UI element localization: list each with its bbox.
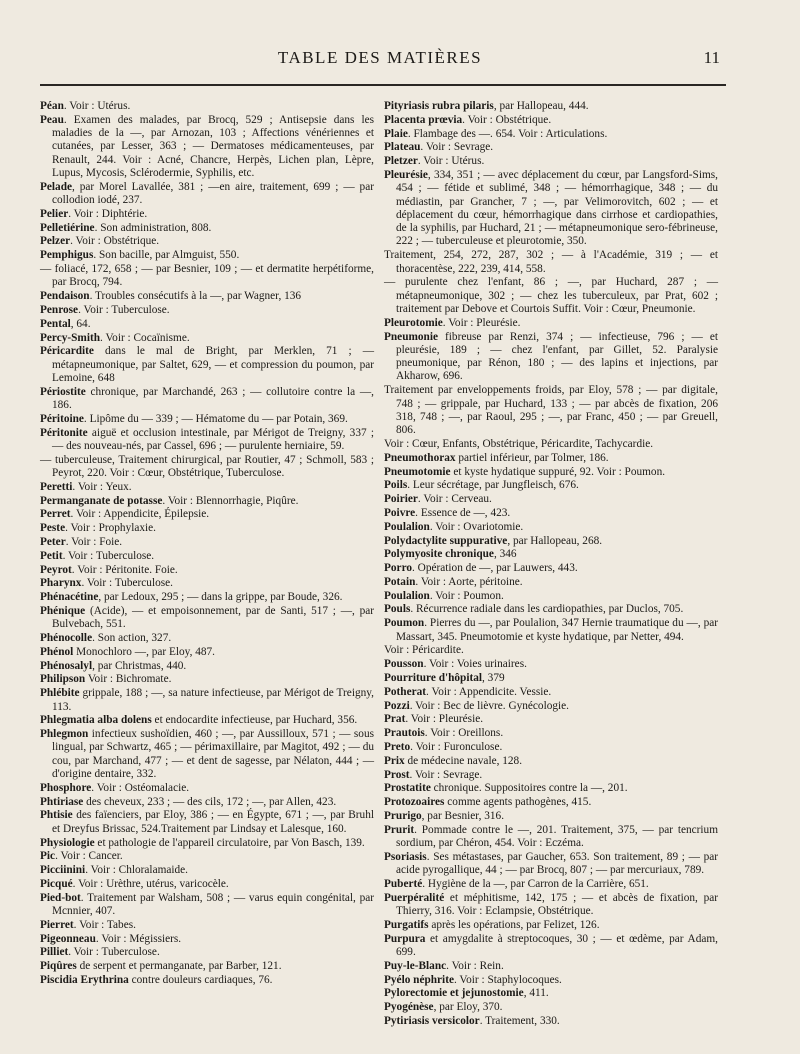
entry-headword: Peste <box>40 522 66 535</box>
entry-headword: Penrose <box>40 303 79 316</box>
entry-headword: Peyrot <box>40 563 72 576</box>
entry-text: et amygdalite à streptocoques, 30 ; — et œdème, par Adam, 699. <box>396 932 718 958</box>
entry-headword: Picqué <box>40 877 73 890</box>
entry-headword: Pneumothorax <box>384 451 456 464</box>
index-entry <box>40 714 374 727</box>
index-entry <box>40 454 374 481</box>
index-entry <box>40 522 374 535</box>
index-entry <box>40 837 374 850</box>
index-entry <box>40 878 374 891</box>
index-entry <box>40 536 374 549</box>
entry-text: Traitement, 254, 272, 287, 302 ; — à l'Académie, 319 ; — et thoracentèse, 222, 239, 414, 558. <box>384 249 718 275</box>
entry-headword: Pendaison <box>40 290 90 303</box>
entry-text: . Voir : Voies urinaires. <box>423 658 527 671</box>
index-entry <box>40 864 374 877</box>
index-entry <box>384 644 718 657</box>
index-entry <box>384 658 718 671</box>
entry-headword: Physiologie <box>40 836 95 849</box>
entry-headword: Pelier <box>40 207 69 220</box>
index-entry <box>384 987 718 1000</box>
entry-headword: Pharynx <box>40 577 82 590</box>
index-entry <box>40 249 374 262</box>
entry-headword: Potherat <box>384 685 427 698</box>
entry-text: , 334, 351 ; — avec déplacement du cœur, par Langsford-Sims, 454 ; — fétide et sublimé, 348 ; — hémorrhagique, 348 ; — du médiastin, par Grancher, 7 ; —, par Velimorovitch, 602 ; — et déplacement du cœur, hémorrhagique dans cirrhose et cardiopathies, de la syphilis, par Huchard, 21 ; — métapneumonique sero-fébrineuse, 222 ; — tuberculeuse et pleurotomie, 350. <box>396 168 718 248</box>
index-entry <box>40 796 374 809</box>
entry-text: . Voir : Foie. <box>65 536 123 548</box>
index-entry <box>384 892 718 919</box>
entry-text: . Voir : Cancer. <box>55 850 123 863</box>
entry-text: des cheveux, 233 ; — des cils, 172 ; —, par Allen, 423. <box>83 795 337 808</box>
entry-headword: Prost <box>384 768 410 781</box>
page-header <box>40 48 720 70</box>
entry-text: , 379 <box>482 671 505 684</box>
entry-text: Voir : Bichromate. <box>85 673 172 686</box>
entry-text: . Pierres du —, par Poulalion, 347 Hernie traumatique du —, par Massart, 345. Pneumotomie et kyste hydatique, par Netter, 494. <box>396 617 718 643</box>
entry-text: . Traitement par Walsham, 508 ; — varus equin congénital, par Mcnnier, 407. <box>52 891 374 918</box>
index-entry <box>384 603 718 616</box>
entry-headword: Prat <box>384 713 406 726</box>
entry-text: . Voir : Utérus. <box>417 155 485 168</box>
index-entry <box>384 452 718 465</box>
index-entry <box>40 318 374 331</box>
entry-text: partiel inférieur, par Tolmer, 186. <box>455 451 609 464</box>
entry-text: (Acide), — et empoisonnement, par de Santi, 517 ; —, par Bulvebach, 551. <box>52 604 374 631</box>
entry-text: , 346 <box>493 548 517 561</box>
index-entry <box>384 331 718 384</box>
entry-text: . Voir : Blennorrhagie, Piqûre. <box>162 494 299 507</box>
index-entry <box>40 687 374 714</box>
entry-text: . Voir : Yeux. <box>72 480 132 493</box>
entry-headword: Pytiriasis versicolor <box>384 1014 480 1027</box>
index-entry <box>384 317 718 330</box>
entry-text: . Lipôme du — 339 ; — Hématome du — par Potain, 369. <box>83 412 348 425</box>
entry-headword: Phénocolle <box>40 632 93 645</box>
entry-text: , par Christmas, 440. <box>92 659 187 672</box>
entry-text: . Voir : Appendicite, Épilepsie. <box>70 508 210 521</box>
entry-text: fibreuse par Renzi, 374 ; — infectieuse, 796 ; — et pleurésie, 189 ; — chez l'enfant, par Gillet, 52. Paralysie pneumonique, par Rénon, 180 ; — des lapins et injections, par Akharow, 696. <box>396 330 718 383</box>
index-entry <box>384 686 718 699</box>
index-entry <box>40 100 374 113</box>
entry-text: . Récurrence radiale dans les cardiopathies, par Duclos, 705. <box>410 603 684 616</box>
entry-headword: Pneumotomie <box>384 465 451 478</box>
index-entry <box>384 741 718 754</box>
entry-text: . Flambage des —. 654. Voir : Articulations. <box>407 127 608 140</box>
entry-headword: Phlegmatia alba dolens <box>40 714 152 727</box>
entry-text: des faïenciers, par Eloy, 386 ; — en Égypte, 671 ; —, par Bruhl et Dreyfus Brissac, 524.Traitement par Lindsay et Lalesque, 160. <box>52 809 374 835</box>
index-entry <box>384 521 718 534</box>
entry-headword: Prurigo <box>384 809 422 822</box>
entry-text: . Voir : Tuberculose. <box>62 549 155 562</box>
index-entry <box>384 700 718 713</box>
entry-text: . Traitement, 330. <box>479 1014 560 1027</box>
entry-text: contre douleurs cardiaques, 76. <box>128 974 273 986</box>
index-entry <box>384 155 718 168</box>
index-entry <box>384 933 718 960</box>
entry-text: . Voir : Bec de lièvre. Gynécologie. <box>409 699 569 712</box>
entry-headword: Prurit <box>384 823 415 836</box>
entry-text: — foliacé, 172, 658 ; — par Besnier, 109 ; — et dermatite herpétiforme, par Brocq, 794. <box>40 263 374 289</box>
entry-headword: Phlébite <box>40 687 80 700</box>
right-column <box>384 100 718 1029</box>
entry-headword: Polymyosite chronique <box>384 548 494 561</box>
entry-text: de médecine navale, 128. <box>404 754 523 767</box>
entry-text: dans le mal de Bright, par Merklen, 71 ; — métapneumonique, par Saltet, 629, — et compression du poumon, par Lemoine, 648 <box>52 345 374 384</box>
entry-headword: Périostite <box>40 385 86 398</box>
entry-headword: Pouls <box>384 603 411 616</box>
entry-headword: Pelzer <box>40 235 71 248</box>
entry-text: . Voir : Poumon. <box>429 589 504 602</box>
index-entry <box>40 550 374 563</box>
index-entry <box>384 713 718 726</box>
index-entry <box>40 413 374 426</box>
entry-text: de serpent et permanganate, par Barber, 121. <box>76 960 282 973</box>
entry-text: et kyste hydatique suppuré, 92. Voir : Poumon. <box>450 465 666 478</box>
entry-headword: Poumon <box>384 617 425 630</box>
index-entry <box>40 974 374 987</box>
index-entry <box>384 466 718 479</box>
entry-headword: Petit <box>40 549 63 562</box>
entry-headword: Peretti <box>40 480 73 493</box>
entry-text: et endocardite infectieuse, par Huchard, 356. <box>151 714 358 727</box>
entry-headword: Porro <box>384 562 413 575</box>
entry-headword: Pleurésie <box>384 168 428 181</box>
entry-headword: Preto <box>384 740 411 753</box>
entry-headword: Potain <box>384 575 416 588</box>
index-entry <box>384 548 718 561</box>
index-entry <box>384 672 718 685</box>
index-entry <box>384 617 718 644</box>
index-entry <box>384 276 718 316</box>
entry-headword: Pigeonneau <box>40 932 96 945</box>
entry-text: . Voir : Furonculose. <box>410 740 503 753</box>
entry-text: , par Morel Lavallée, 381 ; —en aire, traitement, 699 ; — par collodion iodé, 237. <box>52 180 374 207</box>
entry-text: chronique, par Marchandé, 263 ; — collutoire contre la —, 186. <box>52 385 374 412</box>
entry-headword: Pemphigus <box>40 249 94 262</box>
entry-text: . Voir : Pleurésie. <box>442 316 521 329</box>
entry-headword: Pic <box>40 850 56 863</box>
index-entry <box>384 810 718 823</box>
page-number: 11 <box>703 48 720 67</box>
index-entry <box>384 169 718 249</box>
entry-headword: Puberté <box>384 877 423 890</box>
entry-headword: Pityriasis rubra pilaris <box>384 100 494 112</box>
entry-headword: Philipson <box>40 673 86 686</box>
entry-headword: Poulalion <box>384 589 430 602</box>
entry-headword: Pousson <box>384 658 424 671</box>
entry-headword: Permanganate de potasse <box>40 494 163 507</box>
entry-headword: Pelletiérine <box>40 221 95 234</box>
entry-headword: Pyélo néphrite <box>384 973 454 986</box>
entry-text: . Voir : Tuberculose. <box>81 577 173 590</box>
index-entry <box>384 141 718 154</box>
entry-headword: Pilliet <box>40 946 69 959</box>
entry-headword: Pozzi <box>384 699 410 712</box>
index-entry <box>384 919 718 932</box>
index-entry <box>40 495 374 508</box>
index-entry <box>40 427 374 454</box>
entry-headword: Pied-bot <box>40 891 81 904</box>
entry-text: , par Ledoux, 295 ; — dans la grippe, par Boude, 326. <box>98 591 343 604</box>
entry-text: . Voir : Obstétrique. <box>70 235 160 248</box>
entry-headword: Péritoine <box>40 412 84 425</box>
entry-text: . Troubles consécutifs à la —, par Wagner, 136 <box>89 290 302 303</box>
entry-text: après les opérations, par Felizet, 126. <box>428 918 600 931</box>
entry-headword: Peter <box>40 536 66 548</box>
index-entry <box>40 660 374 673</box>
header-rule <box>40 84 726 86</box>
entry-text: . Voir : Cocaïnisme. <box>100 331 190 344</box>
entry-headword: Phénol <box>40 645 74 658</box>
index-entry <box>384 114 718 127</box>
entry-text: . Voir : Appendicite. Vessie. <box>426 685 552 698</box>
entry-text: . Ses métastases, par Gaucher, 653. Son traitement, 89 ; — par acide pyrogallique, 44 ; — par Brocq, 807 ; — par mercuriaux, 789. <box>396 850 718 877</box>
entry-headword: Plateau <box>384 141 421 154</box>
entry-headword: Phénosalyl <box>40 659 93 672</box>
entry-text: . Voir : Prophylaxie. <box>65 522 156 535</box>
index-entry <box>384 824 718 851</box>
index-entry <box>40 263 374 290</box>
entry-headword: Pelade <box>40 180 72 193</box>
index-entry <box>40 577 374 590</box>
index-entry <box>384 479 718 492</box>
index-entry <box>40 632 374 645</box>
entry-text: . Opération de —, par Lauwers, 443. <box>412 562 578 575</box>
index-entry <box>40 114 374 180</box>
entry-text: . Voir : Sevrage. <box>409 768 483 781</box>
entry-headword: Pyogénèse <box>384 1001 434 1014</box>
entry-text: . Voir : Sevrage. <box>420 141 494 154</box>
entry-headword: Polydactylite suppurative <box>384 534 508 547</box>
index-entry <box>384 576 718 589</box>
entry-headword: Purpura <box>384 932 426 945</box>
entry-text: . Voir : Mégissiers. <box>95 932 182 945</box>
index-entry <box>40 564 374 577</box>
index-entry <box>40 728 374 781</box>
entry-headword: Pental <box>40 317 71 330</box>
entry-headword: Peau <box>40 113 64 126</box>
entry-headword: Prostatite <box>384 782 431 795</box>
entry-text: . Voir : Obstétrique. <box>462 113 552 126</box>
entry-headword: Piqûres <box>40 960 77 973</box>
entry-headword: Poulalion <box>384 520 430 533</box>
index-entry <box>40 809 374 836</box>
entry-text: . Leur sécrétage, par Jungfleisch, 676. <box>407 479 579 492</box>
entry-headword: Purgatifs <box>384 918 429 931</box>
entry-headword: Pierret <box>40 918 74 931</box>
index-entry <box>40 235 374 248</box>
index-entry <box>384 384 718 437</box>
entry-headword: Pylorectomie et jejunostomie <box>384 987 524 1000</box>
entry-text: , par Hallopeau, 444. <box>493 100 589 112</box>
entry-text: . Voir : Pleurésie. <box>405 713 484 726</box>
entry-text: aiguë et occlusion intestinale, par Mérigot de Treigny, 337 ; — des nouveau-nés, par Cassel, 696 ; — purulente herniaire, 59. <box>52 426 374 452</box>
index-entry <box>40 181 374 208</box>
entry-text: — tuberculeuse, Traitement chirurgical, par Routier, 47 ; Schmoll, 583 ; Peyrot, 220. Voir : Cœur, Obstétrique, Tuberculose. <box>40 453 374 480</box>
entry-text: comme agents pathogènes, 415. <box>444 796 592 809</box>
entry-text: . Voir : Rein. <box>446 959 504 972</box>
entry-headword: Placenta prœvia <box>384 113 463 126</box>
entry-text: infectieux sushoïdien, 460 ; —, par Aussilloux, 571 ; — sous lingual, par Schwartz, 465 ; — périmaxillaire, par Magitot, 492 ; — du cou, par Marchand, 477 ; — et dent de sagesse, par Nélaton, 444 ; — d'origine dentaire, 332. <box>52 728 374 781</box>
index-entry <box>384 878 718 891</box>
entry-text: et pathologie de l'appareil circulatoire, par Von Basch, 139. <box>94 836 365 849</box>
entry-text: , 411. <box>523 987 549 1000</box>
entry-headword: Psoriasis <box>384 850 427 863</box>
index-entry <box>384 769 718 782</box>
entry-text: . Voir : Utérus. <box>63 100 131 112</box>
entry-text: , par Eloy, 370. <box>433 1001 503 1014</box>
entry-text: . Voir : Urèthre, utérus, varicocèle. <box>72 877 229 890</box>
entry-text: , par Besnier, 316. <box>421 809 505 822</box>
index-entry <box>384 960 718 973</box>
index-entry <box>384 562 718 575</box>
entry-text: . Pommade contre le —, 201. Traitement, 375, — par tencrium sordium, par Chéron, 454. Voir : Eczéma. <box>396 823 718 850</box>
entry-text: , par Hallopeau, 268. <box>507 534 603 547</box>
index-entry <box>384 782 718 795</box>
index-entry <box>384 535 718 548</box>
index-entry <box>384 507 718 520</box>
entry-text: . Examen des malades, par Brocq, 529 ; Antisepsie dans les maladies de la —, par Arnozan, 103 ; Affections vénériennes et cutanées, par Lesser, 363 ; — Dermatoses médicamenteuses, par Renault, 244. Voir : Acné, Chancre, Herpès, Lichen plan, Lèpre, Lupus, Mycosis, Sclérodermie, Syphilis, etc. <box>52 113 374 179</box>
index-entry <box>384 796 718 809</box>
entry-headword: Poils <box>384 479 408 492</box>
entry-text: . Voir : Diphtérie. <box>68 207 148 220</box>
entry-text: . Son bacille, par Almguist, 550. <box>93 249 240 262</box>
entry-headword: Phosphore <box>40 781 92 794</box>
entry-headword: Phénique <box>40 604 86 617</box>
entry-headword: Péricardite <box>40 345 94 358</box>
page-title: TABLE DES MATIÈRES <box>277 48 483 67</box>
left-column <box>40 100 374 988</box>
entry-headword: Plaie <box>384 127 408 140</box>
index-entry <box>40 591 374 604</box>
index-entry <box>40 386 374 413</box>
index-entry <box>40 208 374 221</box>
index-entry <box>384 1015 718 1028</box>
entry-headword: Phlegmon <box>40 728 89 741</box>
index-entry <box>384 249 718 276</box>
entry-headword: Phénacétine <box>40 591 99 604</box>
entry-headword: Perret <box>40 508 71 521</box>
index-entry <box>40 290 374 303</box>
entry-headword: Percy-Smith <box>40 331 101 344</box>
index-entry <box>40 946 374 959</box>
entry-text: . Voir : Péritonite. Foie. <box>71 563 178 576</box>
entry-text: Traitement par enveloppements froids, par Eloy, 578 ; — par digitale, 748 ; — grippale, par Huchard, 133 ; — par abcès de fixation, 206 318, 748 ; —, par Raoul, 295 ; —, par Franc, 450 ; — par Greuell, 806. <box>384 384 718 437</box>
entry-headword: Piscidia Erythrina <box>40 974 129 986</box>
entry-text: . Voir : Tabes. <box>73 918 136 931</box>
index-entry <box>384 438 718 451</box>
entry-text: . Voir : Staphylocoques. <box>453 973 562 986</box>
entry-text: chronique. Suppositoires contre la —, 201. <box>430 782 628 795</box>
entry-headword: Péritonite <box>40 426 88 439</box>
index-entry <box>384 974 718 987</box>
entry-headword: Poivre <box>384 506 416 519</box>
entry-text: . Voir : Tuberculose. <box>78 303 170 316</box>
entry-text: . Voir : Ostéomalacie. <box>91 781 190 794</box>
index-entry <box>384 755 718 768</box>
entry-text: . Son action, 327. <box>92 632 172 645</box>
entry-headword: Phtiriase <box>40 795 84 808</box>
entry-text: . Voir : Oreillons. <box>424 727 504 740</box>
entry-text: . Essence de —, 423. <box>415 506 511 519</box>
index-entry <box>40 892 374 919</box>
index-entry <box>40 960 374 973</box>
index-entry <box>40 332 374 345</box>
entry-text: grippale, 188 ; —, sa nature infectieuse, par Mérigot de Treigny, 113. <box>52 687 374 713</box>
entry-text: . Hygiène de la —, par Carron de la Carrière, 651. <box>422 877 649 890</box>
entry-headword: Phtisie <box>40 809 73 822</box>
index-entry <box>384 1001 718 1014</box>
entry-text: . Voir : Cerveau. <box>417 493 492 506</box>
index-entry <box>384 100 718 113</box>
entry-text: . Voir : Chloralamaide. <box>85 864 189 877</box>
entry-text: . Voir : Ovariotomie. <box>429 520 524 533</box>
entry-text: , 64. <box>70 317 91 330</box>
index-entry <box>40 345 374 385</box>
entry-text: . Voir : Aorte, péritoine. <box>415 575 523 588</box>
entry-headword: Protozoaires <box>384 796 445 809</box>
entry-headword: Prautois <box>384 727 425 740</box>
entry-text: et méphitisme, 142, 175 ; — et abcès de fixation, par Thierry, 316. Voir : Eclampsie, Obstétrique. <box>396 891 718 918</box>
index-entry <box>40 605 374 632</box>
index-entry <box>40 850 374 863</box>
entry-headword: Pourriture d'hôpital <box>384 671 483 684</box>
index-entry <box>384 727 718 740</box>
entry-text: . Voir : Tuberculose. <box>68 946 160 959</box>
entry-text: — purulente chez l'enfant, 86 ; —, par Huchard, 287 ; — métapneumonique, 302 ; — chez les tuberculeux, par Prat, 602 ; traitement par Debove et Courtois Suffit. Voir : Cœur, Pneumonie. <box>384 276 718 315</box>
entry-headword: Pleurotomie <box>384 316 443 329</box>
entry-headword: Pneumonie <box>384 330 438 343</box>
index-entry <box>384 128 718 141</box>
entry-headword: Péan <box>40 100 64 112</box>
entry-headword: Puerpéralité <box>384 891 445 904</box>
entry-headword: Poirier <box>384 493 418 506</box>
entry-headword: Pletzer <box>384 155 418 168</box>
entry-text: Monochloro —, par Eloy, 487. <box>73 645 215 658</box>
index-entry <box>40 508 374 521</box>
index-entry <box>40 481 374 494</box>
entry-text: Voir : Péricardite. <box>384 644 464 657</box>
index-entry <box>40 933 374 946</box>
index-entry <box>40 304 374 317</box>
index-entry <box>40 646 374 659</box>
entry-headword: Prix <box>384 754 405 767</box>
index-entry <box>384 851 718 878</box>
entry-headword: Puy-le-Blanc <box>384 959 447 972</box>
entry-text: Voir : Cœur, Enfants, Obstétrique, Péricardite, Tachycardie. <box>384 437 654 450</box>
index-entry <box>40 673 374 686</box>
index-entry <box>384 493 718 506</box>
index-entry <box>384 590 718 603</box>
entry-headword: Picciinini <box>40 864 86 877</box>
index-entry <box>40 222 374 235</box>
index-entry <box>40 919 374 932</box>
index-entry <box>40 782 374 795</box>
entry-text: . Son administration, 808. <box>94 221 212 234</box>
